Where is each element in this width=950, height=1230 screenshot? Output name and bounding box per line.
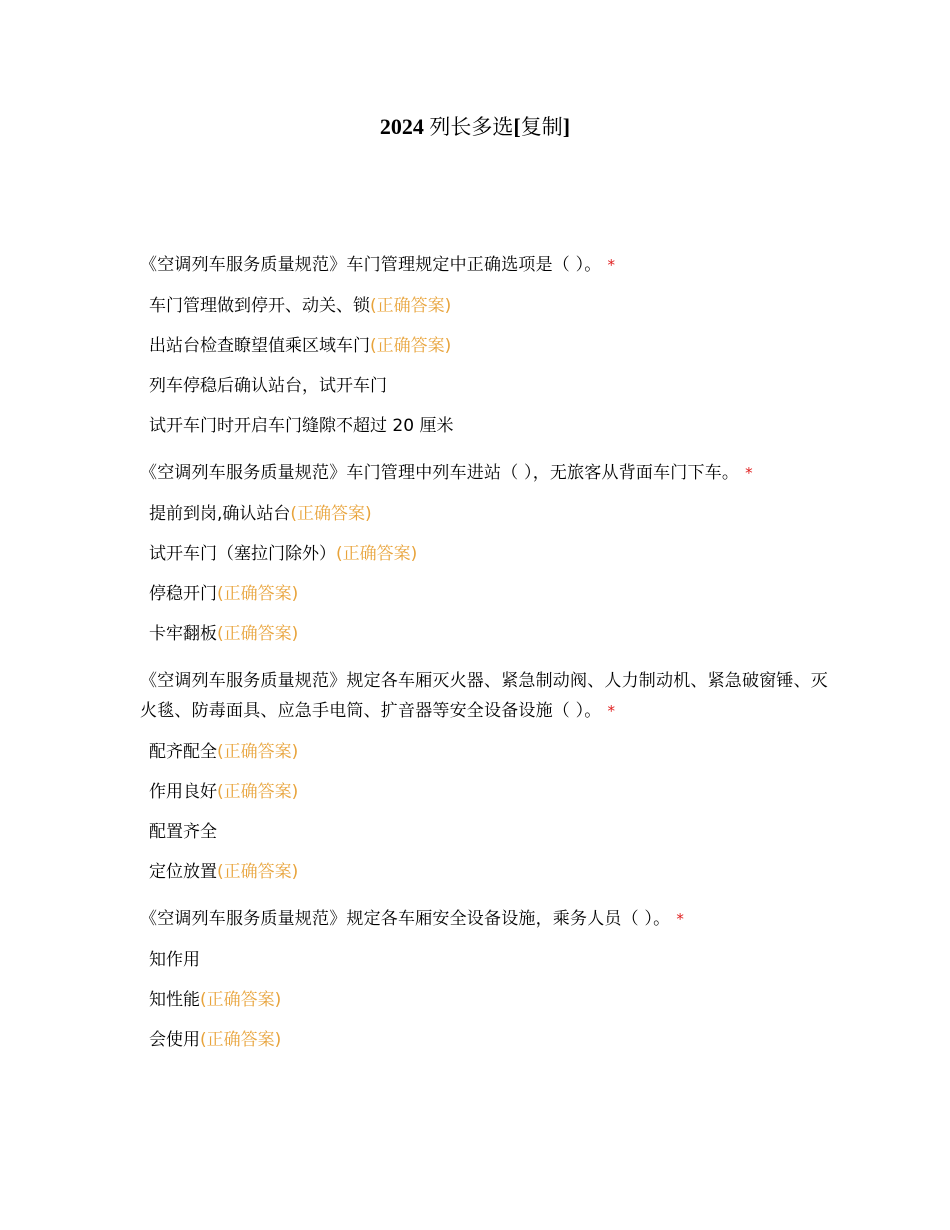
option-item: [140, 772, 830, 812]
question-text: [140, 904, 830, 934]
option-item: [140, 494, 830, 534]
question-label: 《空调列车服务质量规范》规定各车厢安全设备设施，乘务人员（ ）。: [140, 909, 671, 929]
correct-answer-tag: (正确答案): [370, 296, 452, 316]
option-item: [140, 732, 830, 772]
question-text: [140, 458, 830, 488]
question-block: [140, 904, 830, 1060]
option-item: [140, 534, 830, 574]
correct-answer-tag: (正确答案): [200, 990, 282, 1010]
question-block: [140, 458, 830, 666]
question-label: 《空调列车服务质量规范》规定各车厢灭火器、紧急制动阀、人力制动机、紧急破窗锤、灭火毯、防毒面具、应急手电筒、扩音器等安全设备设施（ ）。: [140, 671, 828, 721]
option-item: [140, 812, 830, 852]
option-text: 试开车门时开启车门缝隙不超过 20 厘米: [149, 416, 454, 436]
option-item: [140, 614, 830, 654]
question-spacer: [140, 446, 830, 458]
title-suffix: 复制: [520, 115, 563, 139]
correct-answer-tag: (正确答案): [336, 544, 418, 564]
title-year: 2024: [379, 114, 424, 139]
option-text: 车门管理做到停开、动关、锁: [149, 296, 370, 316]
question-block: [140, 666, 830, 904]
option-text: 会使用: [149, 1030, 200, 1050]
question-spacer: [140, 654, 830, 666]
title-bracket-open: [: [513, 114, 521, 139]
correct-answer-tag: (正确答案): [217, 782, 299, 802]
correct-answer-tag: (正确答案): [200, 1030, 282, 1050]
option-text: 试开车门（塞拉门除外）: [149, 544, 336, 564]
question-list: [140, 250, 830, 1060]
option-text: 知性能: [149, 990, 200, 1010]
option-item: [140, 366, 830, 406]
correct-answer-tag: (正确答案): [217, 862, 299, 882]
option-text: 配置齐全: [149, 822, 217, 842]
required-star: *: [676, 910, 685, 928]
page-title: [0, 112, 950, 142]
option-text: 提前到岗,确认站台: [149, 504, 291, 524]
title-bracket-close: ]: [562, 114, 571, 139]
option-text: 停稳开门: [149, 584, 217, 604]
question-block: [140, 250, 830, 458]
option-item: [140, 980, 830, 1020]
correct-answer-tag: (正确答案): [217, 624, 299, 644]
option-item: [140, 852, 830, 892]
option-text: 定位放置: [149, 862, 217, 882]
option-text: 出站台检查瞭望值乘区域车门: [149, 336, 370, 356]
question-label: 《空调列车服务质量规范》车门管理中列车进站（ ），无旅客从背面车门下车。: [140, 463, 740, 483]
question-text: [140, 250, 830, 280]
option-item: [140, 286, 830, 326]
question-text: [140, 666, 830, 726]
option-text: 作用良好: [149, 782, 217, 802]
required-star: *: [607, 256, 616, 274]
option-text: 配齐配全: [149, 742, 217, 762]
required-star: *: [745, 464, 753, 482]
option-item: [140, 940, 830, 980]
required-star: *: [607, 702, 616, 720]
option-item: [140, 326, 830, 366]
option-item: [140, 1020, 830, 1060]
option-item: [140, 406, 830, 446]
question-label: 《空调列车服务质量规范》车门管理规定中正确选项是（ ）。: [140, 255, 602, 275]
correct-answer-tag: (正确答案): [217, 584, 299, 604]
option-text: 知作用: [149, 950, 200, 970]
correct-answer-tag: (正确答案): [370, 336, 452, 356]
correct-answer-tag: (正确答案): [217, 742, 299, 762]
option-item: [140, 574, 830, 614]
title-text: 列长多选: [429, 115, 514, 139]
option-text: 卡牢翻板: [149, 624, 217, 644]
option-text: 列车停稳后确认站台，试开车门: [149, 376, 387, 396]
question-spacer: [140, 892, 830, 904]
correct-answer-tag: (正确答案): [290, 504, 372, 524]
